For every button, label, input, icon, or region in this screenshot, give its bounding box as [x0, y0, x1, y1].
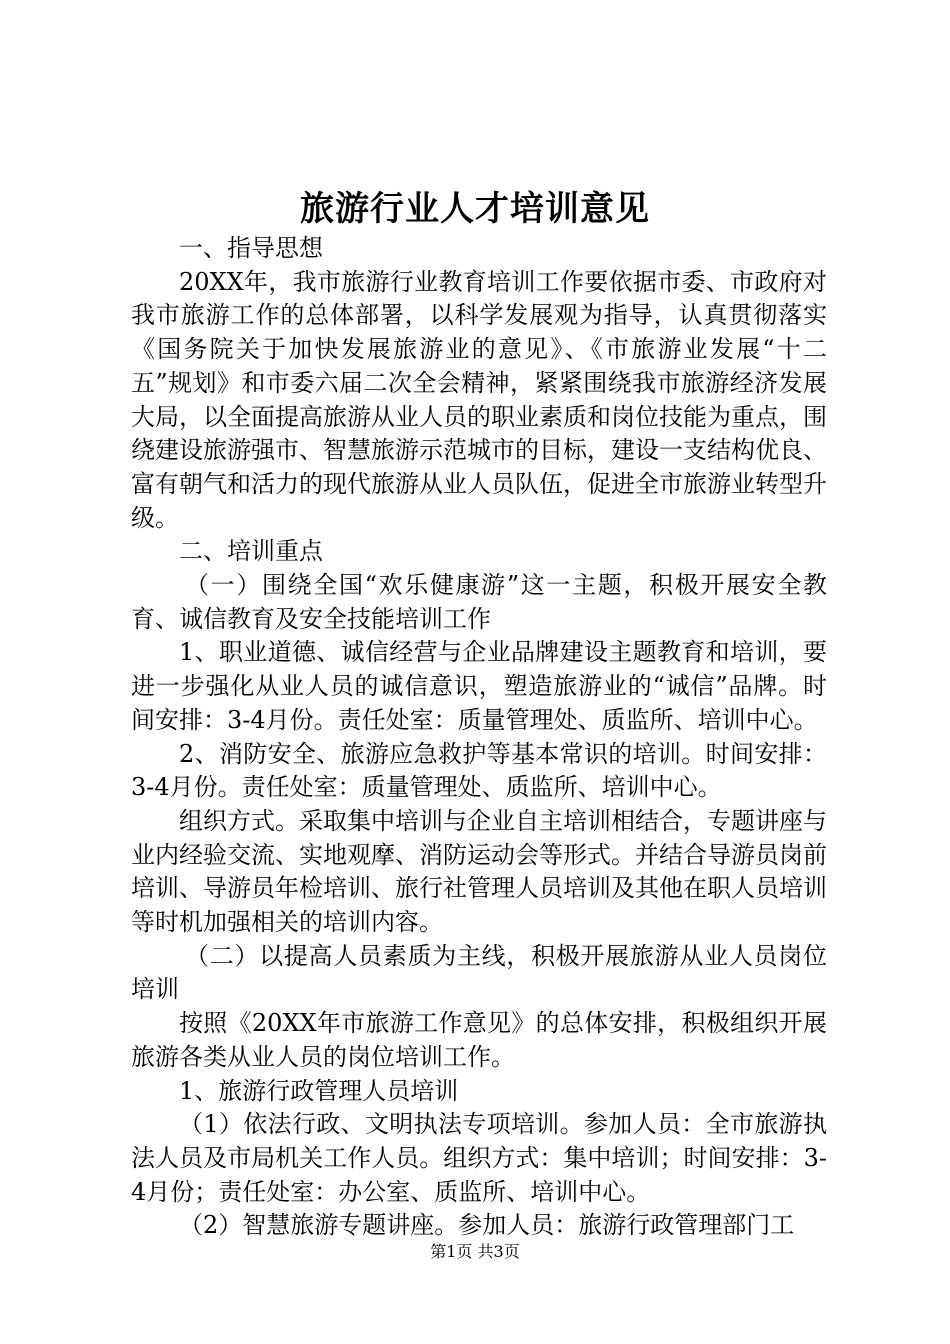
subsection-heading-2: （二）以提高人员素质为主线，积极开展旅游从业人员岗位培训 [131, 941, 827, 1004]
section-heading-guiding-thought: 一、指导思想 [179, 234, 323, 262]
paragraph-admin-training-heading: 1、旅游行政管理人员培训 [179, 1076, 459, 1105]
subsection-heading-1: （一）围绕全国“欢乐健康游”这一主题，积极开展安全教育、诚信教育及安全技能培训工作 [131, 571, 827, 633]
paragraph-law-enforcement-training: （1）依法行政、文明执法专项培训。参加人员：全市旅游执法人员及市局机关工作人员。组织方式：集中培训；时间安排：3-4月份；责任处室：办公室、质监所、培训中心。 [131, 1110, 827, 1206]
paragraph-organization-method: 组织方式。采取集中培训与企业自主培训相结合，专题讲座与业内经验交流、实地观摩、消防运动会等形式。并结合导游员岗前培训、导游员年检培训、旅行社管理人员培训及其他在职人员培训等时机加强相关的培训内容。 [131, 806, 827, 937]
section-heading-training-focus: 二、培训重点 [179, 537, 323, 566]
paragraph-smart-tourism-lecture: （2）智慧旅游专题讲座。参加人员：旅游行政管理部门工 [179, 1211, 795, 1240]
document-title: 旅游行业人才培训意见 [300, 189, 650, 229]
page-number-footer: 第1页 共3页 [430, 1242, 520, 1261]
paragraph-work-arrangement: 按照《20XX年市旅游工作意见》的总体安排，积极组织开展旅游各类从业人员的岗位培训工作。 [131, 1009, 827, 1071]
document-body [131, 232, 827, 1243]
paragraph-item-1: 1、职业道德、诚信经营与企业品牌建设主题教育和培训，要进一步强化从业人员的诚信意识，塑造旅游业的“诚信”品牌。时间安排：3-4月份。责任处室：质量管理处、质监所、培训中心。 [131, 638, 827, 734]
paragraph-item-2: 2、消防安全、旅游应急救护等基本常识的培训。时间安排：3-4月份。责任处室：质量管理处、质监所、培训中心。 [131, 739, 827, 802]
paragraph-guiding-thought: 20XX年，我市旅游行业教育培训工作要依据市委、市政府对我市旅游工作的总体部署，以科学发展观为指导，认真贯彻落实《国务院关于加快发展旅游业的意见》、《市旅游业发展“十二五”规划》和市委六届二次全会精神，紧紧围绕我市旅游经济发展大局，以全面提高旅游从业人员的职业素质和岗位技能为重点，围绕建设旅游强市、智慧旅游示范城市的目标，建设一支结构优良、富有朝气和活力的现代旅游从业人员队伍，促进全市旅游业转型升级。 [131, 267, 827, 532]
